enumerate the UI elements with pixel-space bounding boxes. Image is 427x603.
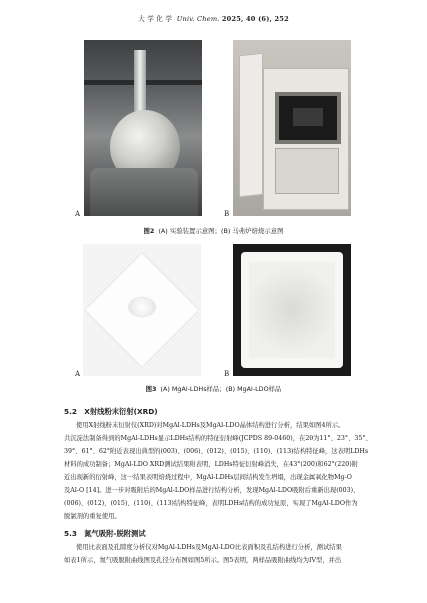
paragraph-line: 及Al-O [14]。进一步对吸附后的MgAl-LDO样品进行结构分析，发现MgAl-LDO吸附后重新出现(003)、 — [64, 487, 360, 494]
section-body-xrd — [64, 419, 372, 523]
heating-bath — [90, 168, 198, 216]
paragraph-line: 39°、61°、62°附近表现出典型的(003)、(006)、(012)、(015)、(110)、(113)结构特征峰，这表明LDHs — [64, 448, 369, 455]
figure2-label-a: A — [75, 210, 81, 218]
paragraph-line: 近出现新的衍射峰，这一结果表明焙烧过程中，MgAl-LDHs层间结构发生坍塌，出现金属氧化物Mg-O — [64, 474, 352, 481]
figure3-photo-ldh-sample — [83, 244, 201, 376]
paragraph-line: 如表1所示，氮气吸脱附曲线图及孔径分布图如图5所示。图5表明，两样品吸附曲线均为IV型，并出 — [64, 557, 342, 564]
citation: 2025, 40 (6), 252 — [221, 15, 289, 23]
figure3-caption-text: (A) MgAl-LDHs样品；(B) MgAl-LDO样品 — [160, 385, 282, 393]
figure2-caption-number: 图2 — [143, 227, 155, 235]
paragraph-line: 共沉淀法制备得到的MgAl-LDHs显示LDHs结构的特征衍射峰(JCPDS 89-0460)，在2θ为11°、23°、35°、 — [64, 435, 372, 442]
figure2-photo-furnace — [233, 40, 351, 216]
section-heading-n2-sorption: 5.3 氮气吸附-脱附测试 — [64, 529, 146, 538]
figure3-label-a: A — [75, 370, 81, 378]
paragraph-line: 使用比表面及孔隙度分析仪对MgAl-LDHs及MgAl-LDO比表面积及孔结构进行分析，测试结果 — [76, 544, 342, 551]
figure3-photo-ldo-sample — [233, 244, 351, 376]
paragraph-line: 材料的成功制备；MgAl-LDO XRD测试结果附表明，LDHs特征衍射峰消失，在43°(200)和62°(220)附 — [64, 461, 358, 468]
figure3-label-b: B — [224, 370, 230, 378]
running-header — [0, 13, 427, 23]
figure2-caption — [0, 226, 427, 235]
section-body-n2-sorption — [64, 541, 364, 567]
figure3-caption-number: 图3 — [145, 385, 157, 393]
furnace-door — [239, 53, 263, 198]
figure2-photo-apparatus — [84, 40, 202, 216]
journal-name-en: Univ. Chem. — [176, 15, 220, 23]
journal-name-cn: 大 学 化 学 — [138, 15, 173, 23]
paragraph-line: 使用X射线粉末衍射仪(XRD)对MgAl-LDHs及MgAl-LDO晶体结构进行分析，结果如图4所示。 — [76, 422, 345, 429]
powder-sample — [129, 298, 155, 316]
furnace-chamber — [275, 92, 341, 144]
section-heading-xrd: 5.2 X射线粉末衍射(XRD) — [64, 407, 158, 416]
paragraph-line: 脱氯剂的重复使用。 — [64, 513, 121, 520]
figure2-label-b: B — [224, 210, 230, 218]
calcined-sample — [249, 262, 335, 358]
furnace-control-panel — [275, 148, 339, 194]
figure3-caption — [0, 384, 427, 393]
paragraph-line: (006)、(012)、(015)、(110)、(113)结构特征峰，表明LDHs结构的成功复原，实现了MgAl-LDO作为 — [64, 500, 358, 507]
figure2-caption-text: (A) 实验装置示意图；(B) 马弗炉焙烧示意图 — [158, 227, 284, 235]
